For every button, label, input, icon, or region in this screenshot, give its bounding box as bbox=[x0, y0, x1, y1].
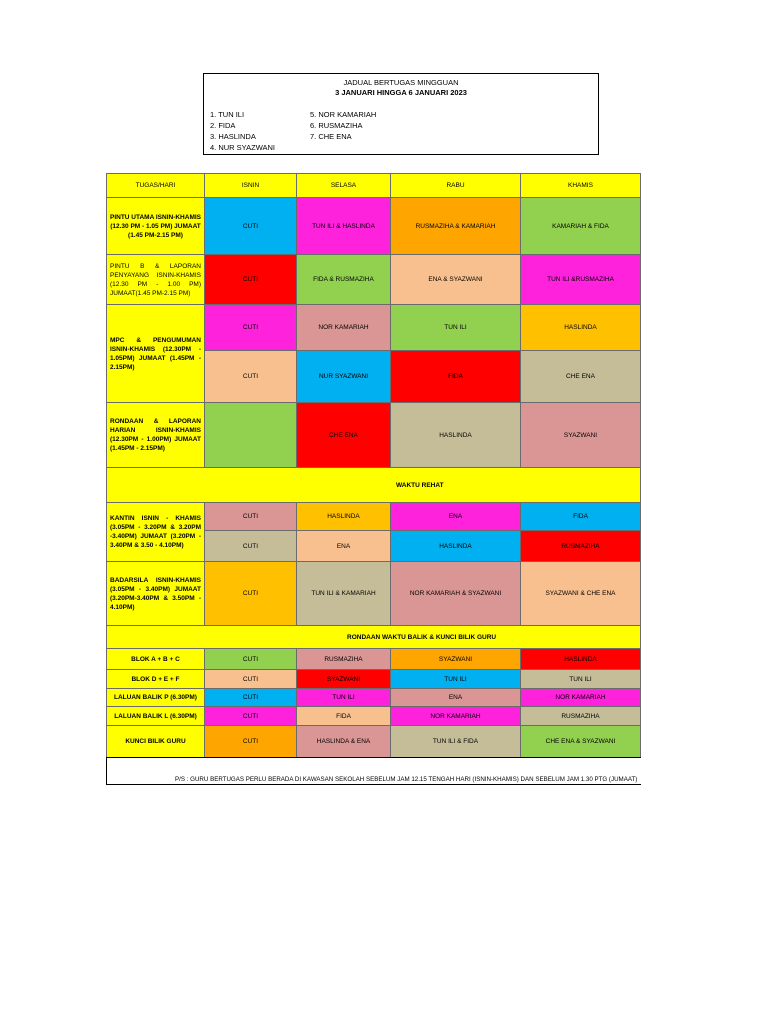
table-cell bbox=[204, 402, 297, 468]
table-cell: NOR KAMARIAH bbox=[520, 688, 641, 707]
duty-blok-abc: BLOK A + B + C bbox=[106, 648, 205, 670]
table-cell: RUSMAZIHA bbox=[520, 530, 641, 562]
column-header-tugas: TUGAS/HARI bbox=[106, 173, 205, 198]
table-cell: CUTI bbox=[204, 254, 297, 305]
duty-mpc-text: MPC & PENGUMUMAN ISNIN-KHAMIS (12.30PM - 1.05PM) JUMAAT (1.45PM - 2.15PM) bbox=[110, 336, 201, 371]
schedule-header bbox=[203, 73, 599, 155]
table-cell: FIDA bbox=[520, 502, 641, 531]
table-cell: ENA bbox=[390, 688, 521, 707]
teacher-name: 4. NUR SYAZWANI bbox=[210, 143, 276, 152]
table-cell: CUTI bbox=[204, 669, 297, 689]
duty-mpc bbox=[106, 304, 205, 403]
duty-pintu-b bbox=[106, 254, 205, 305]
column-header-khamis: KHAMIS bbox=[520, 173, 641, 198]
table-cell: ENA bbox=[296, 530, 391, 562]
schedule-date-range: 3 JANUARI HINGGA 6 JANUARI 2023 bbox=[335, 88, 467, 97]
table-cell: SYAZWANI & CHE ENA bbox=[520, 561, 641, 626]
table-cell: TUN ILI bbox=[390, 669, 521, 689]
table-cell: FIDA & RUSMAZIHA bbox=[296, 254, 391, 305]
column-header-selasa: SELASA bbox=[296, 173, 391, 198]
duty-kantin bbox=[106, 502, 205, 562]
table-cell: CUTI bbox=[204, 304, 297, 351]
table-cell: TUN ILI bbox=[520, 669, 641, 689]
table-cell: TUN ILI bbox=[296, 688, 391, 707]
table-cell: CUTI bbox=[204, 561, 297, 626]
duty-pintu-b-text: PINTU B & LAPORAN PENYAYANG ISNIN-KHAMIS (12.30 PM - 1.00 PM) JUMAAT(1.45 PM-2.15 PM) bbox=[110, 262, 201, 297]
table-cell: SYAZWANI bbox=[296, 669, 391, 689]
teacher-name: 2. FIDA bbox=[210, 121, 236, 130]
table-cell: SYAZWANI bbox=[520, 402, 641, 468]
table-cell: SYAZWANI bbox=[390, 648, 521, 670]
section-waktu-rehat-label: WAKTU REHAT bbox=[396, 481, 444, 489]
section-rondaan-balik-label: RONDAAN WAKTU BALIK & KUNCI BILIK GURU bbox=[347, 633, 497, 641]
section-rondaan-balik bbox=[106, 625, 641, 649]
table-cell: CHE ENA & SYAZWANI bbox=[520, 725, 641, 758]
table-cell: CUTI bbox=[204, 706, 297, 726]
table-cell: CUTI bbox=[204, 502, 297, 531]
table-cell: RUSMAZIHA & KAMARIAH bbox=[390, 197, 521, 255]
table-cell: CUTI bbox=[204, 688, 297, 707]
duty-laluan-l: LALUAN BALIK L (6.30PM) bbox=[106, 706, 205, 726]
teacher-list-left bbox=[210, 109, 275, 153]
table-cell: HASLINDA bbox=[390, 530, 521, 562]
duty-kunci-bilik-guru: KUNCI BILIK GURU bbox=[106, 725, 205, 758]
duty-badarsila bbox=[106, 561, 205, 626]
table-cell: CUTI bbox=[204, 530, 297, 562]
footer-note bbox=[106, 757, 641, 785]
section-waktu-rehat bbox=[106, 467, 641, 503]
table-cell: ENA & SYAZWANI bbox=[390, 254, 521, 305]
table-cell: TUN ILI & KAMARIAH bbox=[296, 561, 391, 626]
duty-rondaan-text: RONDAAN & LAPORAN HARIAN ISNIN-KHAMIS (12.30PM - 1.00PM) JUMAAT (1.45PM - 2.15PM) bbox=[110, 418, 201, 452]
duty-rondaan bbox=[106, 402, 205, 468]
duty-kantin-text: KANTIN ISNIN - KHAMIS (3.05PM - 3.20PM & 3.20PM -3.40PM) JUMAAT (3.20PM - 3.40PM & 3.50 - 4.10PM) bbox=[110, 515, 201, 549]
table-cell: RUSMAZIHA bbox=[296, 648, 391, 670]
table-cell: TUN ILI bbox=[390, 304, 521, 351]
table-cell: TUN ILI &RUSMAZIHA bbox=[520, 254, 641, 305]
duty-badarsila-text: BADARSILA ISNIN-KHAMIS (3.05PM - 3.40PM) JUMAAT (3.20PM-3.40PM & 3.50PM - 4.10PM) bbox=[110, 576, 201, 611]
table-cell: CUTI bbox=[204, 725, 297, 758]
table-cell: CHE ENA bbox=[520, 350, 641, 403]
table-cell: RUSMAZIHA bbox=[520, 706, 641, 726]
teacher-name: 6. RUSMAZIHA bbox=[310, 121, 363, 130]
footer-note-text: P/S : GURU BERTUGAS PERLU BERADA DI KAWASAN SEKOLAH SEBELUM JAM 12.15 TENGAH HARI (ISNIN-KHAMIS) DAN SEBELUM JAM 1.30 PTG (JUMAAT) bbox=[175, 776, 638, 783]
table-cell: HASLINDA & ENA bbox=[296, 725, 391, 758]
table-cell: CUTI bbox=[204, 350, 297, 403]
table-cell: KAMARIAH & FIDA bbox=[520, 197, 641, 255]
table-cell: CUTI bbox=[204, 648, 297, 670]
teacher-list-right bbox=[310, 109, 376, 142]
table-cell: NOR KAMARIAH bbox=[390, 706, 521, 726]
column-header-rabu: RABU bbox=[390, 173, 521, 198]
table-cell: CUTI bbox=[204, 197, 297, 255]
table-cell: ENA bbox=[390, 502, 521, 531]
duty-blok-def: BLOK D + E + F bbox=[106, 669, 205, 689]
table-cell: NOR KAMARIAH & SYAZWANI bbox=[390, 561, 521, 626]
table-cell: HASLINDA bbox=[520, 304, 641, 351]
table-cell: TUN ILI & FIDA bbox=[390, 725, 521, 758]
column-header-isnin: ISNIN bbox=[204, 173, 297, 198]
table-cell: HASLINDA bbox=[390, 402, 521, 468]
table-cell: CHE ENA bbox=[296, 402, 391, 468]
schedule-title: JADUAL BERTUGAS MINGGUAN bbox=[343, 78, 459, 87]
table-cell: NOR KAMARIAH bbox=[296, 304, 391, 351]
teacher-name: 3. HASLINDA bbox=[210, 132, 256, 141]
table-cell: HASLINDA bbox=[296, 502, 391, 531]
table-cell: FIDA bbox=[390, 350, 521, 403]
duty-laluan-p: LALUAN BALIK P (6.30PM) bbox=[106, 688, 205, 707]
table-cell: TUN ILI & HASLINDA bbox=[296, 197, 391, 255]
teacher-name: 7. CHE ENA bbox=[310, 132, 352, 141]
table-cell: HASLINDA bbox=[520, 648, 641, 670]
teacher-name: 5. NOR KAMARIAH bbox=[310, 110, 377, 119]
table-cell: NUR SYAZWANI bbox=[296, 350, 391, 403]
duty-pintu-utama: PINTU UTAMA ISNIN-KHAMIS (12.30 PM - 1.05 PM) JUMAAT (1.45 PM-2.15 PM) bbox=[106, 197, 205, 255]
table-cell: FIDA bbox=[296, 706, 391, 726]
teacher-name: 1. TUN ILI bbox=[210, 110, 245, 119]
